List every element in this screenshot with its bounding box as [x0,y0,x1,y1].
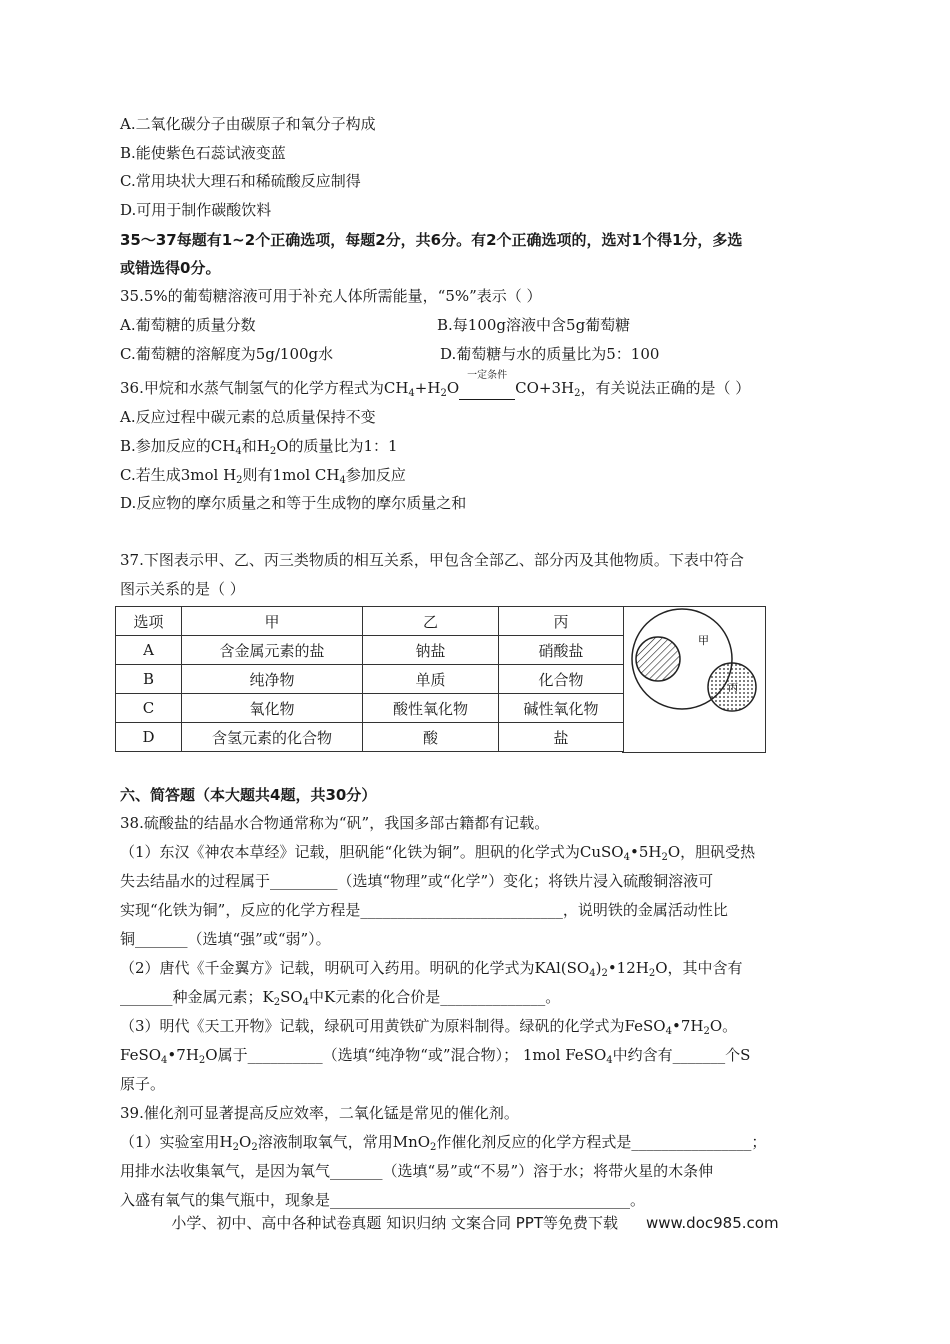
q35-option-c: C.葡萄糖的溶解度为5g/100g水 [120,345,334,363]
table-cell: 酸性氧化物 [363,694,499,723]
q38-part1-line4: 铜_______（选填“强”或“弱”）。 [120,930,331,948]
q36-stem: 36.甲烷和水蒸气制氢气的化学方程式为$CH_4+H_2O$ 一定条件 $CO+3H_2$，有关说法正确的是（ ） [120,370,751,399]
bing-label: 丙 [728,683,738,694]
table-cell: 碱性氧化物 [499,694,624,723]
q38-stem: 38.硫酸盐的结晶水合物通常称为“矾”，我国多部古籍都有记载。 [120,814,550,832]
q39-stem: 39.催化剂可显著提高反应效率，二氧化锰是常见的催化剂。 [120,1104,519,1122]
footer-text: 小学、初中、高中各种试卷真题 知识归纳 文案合同 PPT等免费下载 [171,1214,618,1232]
table-cell: 盐 [499,723,624,752]
venn-diagram-box [622,606,766,753]
q36-option-b: B.参加反应的$CH_4$和$H_2O$的质量比为1：1 [120,437,398,457]
venn-diagram [622,607,765,753]
q35-option-b: B.每100g溶液中含5g葡萄糖 [437,316,631,334]
table-header-row [116,607,624,636]
reaction-condition-arrow: 一定条件 [459,377,515,400]
q35-option-d: D.葡萄糖与水的质量比为5：100 [440,345,660,363]
table-row [116,723,624,752]
q34-option-d: D.可用于制作碳酸饮料 [120,201,272,219]
table-cell: 酸 [363,723,499,752]
q35-stem: 35.5%的葡萄糖溶液可用于补充人体所需能量，“5%”表示（ ） [120,287,542,305]
q38-part2-line2: _______种金属元素；$K_2SO_4$中K元素的化合价是______________。 [120,988,561,1008]
q38-part1-line2: 失去结晶水的过程属于_________（选填“物理”或“化学”）变化；将铁片浸入硫酸铜溶液可 [120,872,714,890]
table-row [116,694,624,723]
q38-part3-line3: 原子。 [120,1075,166,1093]
q37-stem-line2: 图示关系的是（ ） [120,580,245,598]
footer-url[interactable]: www.doc985.com [645,1214,779,1232]
q38-part2-line1: （2）唐代《千金翼方》记载，明矾可入药用。明矾的化学式为$KAl(SO_4)_2•12H_2O$，其中含有 [120,959,743,979]
table-cell: 单质 [363,665,499,694]
q39-part1-line3: 入盛有氧气的集气瓶中，现象是________________________________________。 [120,1191,646,1209]
q36-option-c: C.若生成3mol $H_2$则有1mol $CH_4$参加反应 [120,466,406,486]
q39-part1-line2: 用排水法收集氧气，是因为氧气_______（选填“易”或“不易”）溶于水；将带火星的木条伸 [120,1162,714,1180]
table-header-cell: 选项 [116,607,182,636]
q36-option-d: D.反应物的摩尔质量之和等于生成物的摩尔质量之和 [120,494,467,512]
page-footer [0,1212,950,1233]
q37-stem-line1: 37.下图表示甲、乙、丙三类物质的相互关系，甲包含全部乙、部分丙及其他物质。下表中符合 [120,551,744,569]
table-cell: 化合物 [499,665,624,694]
q34-option-a: A.二氧化碳分子由碳原子和氧分子构成 [120,115,376,133]
table-header-cell: 乙 [363,607,499,636]
q38-part3-line2: $FeSO_4•7H_2O$属于__________（选填“纯净物“或”混合物）； 1mol FeSO$_4$中约含有_______个S [120,1046,751,1066]
section-note-line1: 35～37每题有1~2个正确选项，每题2分，共6分。有2个正确选项的，选对1个得1分，多选 [120,231,743,249]
yi-circle [636,637,680,681]
table-header-cell: 丙 [499,607,624,636]
section-note-line2: 或错选得0分。 [120,259,221,277]
table-cell: 纯净物 [182,665,363,694]
table-cell: 含金属元素的盐 [182,636,363,665]
table-cell: 硝酸盐 [499,636,624,665]
table-cell: D [116,723,182,752]
table-cell: 氧化物 [182,694,363,723]
q38-part1-line1: （1）东汉《神农本草经》记载，胆矾能“化铁为铜”。胆矾的化学式为$CuSO_4•5H_2O$，胆矾受热 [120,843,756,863]
table-cell: B [116,665,182,694]
section6-title: 六、简答题（本大题共4题，共30分） [120,786,377,804]
q35-option-a: A.葡萄糖的质量分数 [120,316,256,334]
q34-option-b: B.能使紫色石蕊试液变蓝 [120,144,286,162]
table-header-cell: 甲 [182,607,363,636]
q38-part1-line3: 实现“化铁为铜”，反应的化学方程是___________________________，说明铁的金属活动性比 [120,901,728,919]
jia-label: 甲 [698,634,709,647]
q37-options-table [115,606,624,752]
table-row [116,665,624,694]
q34-option-c: C.常用块状大理石和稀硫酸反应制得 [120,172,361,190]
q36-option-a: A.反应过程中碳元素的总质量保持不变 [120,408,376,426]
table-cell: 含氢元素的化合物 [182,723,363,752]
table-cell: 钠盐 [363,636,499,665]
table-row [116,636,624,665]
table-cell: C [116,694,182,723]
q38-part3-line1: （3）明代《天工开物》记载，绿矾可用黄铁矿为原料制得。绿矾的化学式为$FeSO_4•7H_2O$。 [120,1017,738,1037]
table-cell: A [116,636,182,665]
q39-part1-line1: （1）实验室用$H_2O_2$溶液制取氧气，常用MnO$_2$作催化剂反应的化学方程式是________________； [120,1133,767,1153]
